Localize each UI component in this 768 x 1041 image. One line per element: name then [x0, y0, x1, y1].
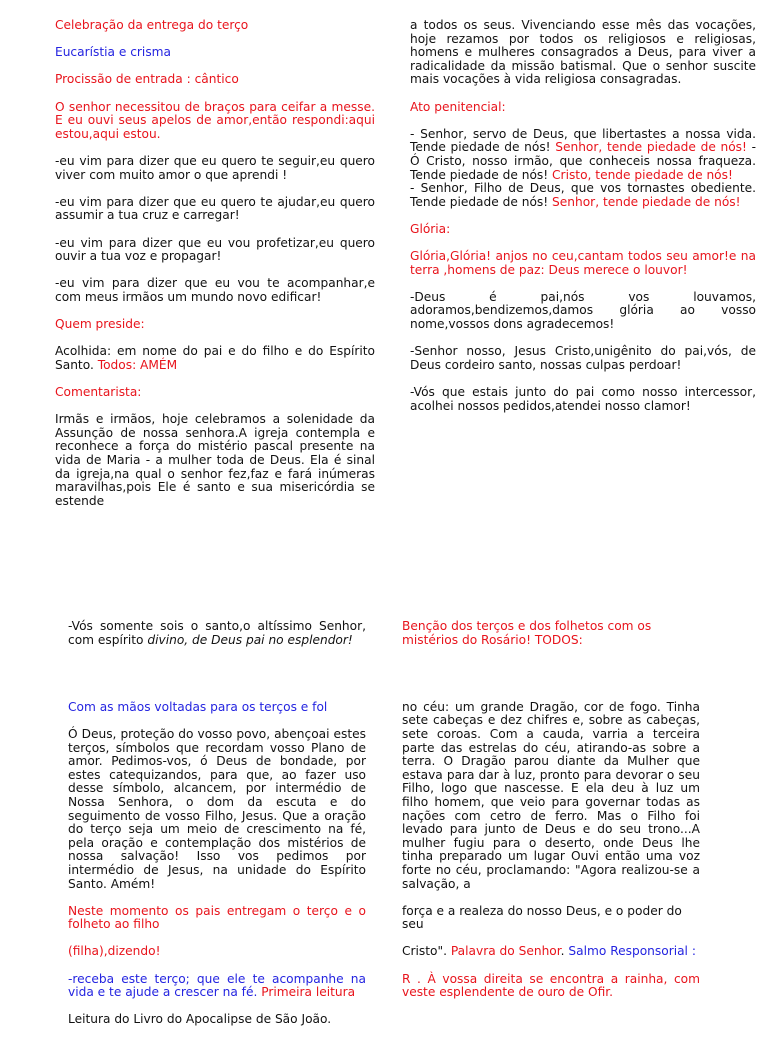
presider-heading: Quem preside:: [55, 317, 145, 332]
commentary-text: Irmãs e irmãos, hoje celebramos a solenidade da Assunção de nossa senhora.A igreja contempla e reconhece a força do mistério pascal presente na vida de Maria - a mulher toda de Deus. Ela é sinal da igreja,na qual o senhor fez,faz e fará inúmeras maravilhas,pois Ele é santo e sua misericórdia se estende: [55, 412, 375, 508]
penitential-invocation-1: - Senhor, servo de Deus, que libertastes a nossa vida. Tende piedade de nós!: [410, 126, 756, 155]
psalm-label: Salmo Responsorial :: [568, 944, 696, 959]
chant-verse-1: -eu vim para dizer que eu quero te seguir,eu quero viver com muito amor o que aprendi !: [55, 153, 375, 182]
parents-instruction-cont: (filha),dizendo!: [68, 944, 161, 959]
gloria-final-verse: [68, 620, 366, 647]
receive-paragraph: [68, 973, 366, 1000]
page1-left-column: [55, 19, 375, 522]
chant-verse-2: -eu vim para dizer que eu quero te ajudar,eu quero assumir a tua cruz e carregar!: [55, 194, 375, 223]
reading-title: Leitura do Livro do Apocalipse de São João.: [68, 1012, 332, 1027]
gloria-verse-2: -Senhor nosso, Jesus Cristo,unigênito do pai,vós, de Deus cordeiro santo, nossas culpas perdoar!: [410, 344, 756, 372]
reading-end-paragraph: Cristo". Palavra do Senhor. Salmo Responsorial :: [402, 944, 696, 959]
gloria-verse-1: -Deus é pai,nós vos louvamos, adoramos,bendizemos,damos glória ao vosso nome,vossos dons agradecemos!: [410, 289, 756, 332]
spacer: [68, 661, 366, 701]
penitential-litany: [410, 128, 756, 210]
parents-instruction: Neste momento os pais entregam o terço e o folheto ao filho: [68, 903, 366, 932]
receive-words: -receba este terço; que ele te acompanhe na vida e te ajude a crescer na fé.: [68, 971, 366, 1000]
entrance-chant: O senhor necessitou de braços para ceifar a messe. E eu ouvi seus apelos de amor,então respondi:aqui estou,aqui estou.: [55, 99, 375, 141]
penitential-response-2: Cristo, tende piedade de nós!: [552, 167, 733, 182]
page1-right-column: [410, 19, 756, 427]
greeting-paragraph: [55, 345, 375, 372]
blessing-heading: Benção dos terços e dos folhetos com os mistérios do Rosário! TODOS:: [402, 619, 652, 647]
page2-left-column: [68, 620, 366, 1041]
doc-title: Celebração da entrega do terço: [55, 18, 249, 32]
penitential-invocation-2: - Ó Cristo, nosso irmão, que conheceis nossa fraqueza. Tende piedade de nós!: [410, 140, 756, 182]
psalm-response: R . À vossa direita se encontra a rainha, com veste esplendente de ouro de Ofir.: [402, 971, 700, 1000]
word-of-lord: Palavra do Senhor: [450, 944, 561, 959]
first-reading-label: Primeira leitura: [261, 985, 356, 1000]
doc-subtitle: Eucarístia e crisma: [55, 45, 172, 60]
commentary-continuation: a todos os seus. Vivenciando esse mês das vocações, hoje rezamos por todos os religiosos e religiosas, homens e mulheres consagrados a Deus, para viver a radicalidade da missão batismal. Que o senhor suscite mais vocações à vida religiosa consagradas.: [410, 18, 756, 87]
chant-verse-4: -eu vim para dizer que eu vou te acompanhar,e com meus irmãos um mundo novo edificar!: [55, 276, 375, 304]
penitential-heading: Ato penitencial:: [410, 99, 506, 114]
gloria-refrain: Glória,Glória! anjos no ceu,cantam todos seu amor!e na terra ,homens de paz: Deus merece o louvor!: [410, 249, 756, 277]
greeting-text: Acolhida: em nome do pai e do filho e do Espírito Santo.: [55, 344, 375, 372]
reading-text: no céu: um grande Dragão, cor de fogo. Tinha sete cabeças e dez chifres e, sobre as cabeças, sete coroas. Com a cauda, varria a terceira parte das estrelas do céu, atirando-as sobre a terra. O Dragão parou diante da Mulher que estava para dar à luz, pronto para devorar o seu Filho, logo que nascesse. E ela deu à luz um filho homem, que veio para governar todas as nações com cetro de ferro. Mas o Filho foi levado para junto de Deus e do seu trono...A mulher fugiu para o deserto, onde Deus lhe tinha preparado um lugar Ouvi então uma voz forte no céu, proclamando: "Agora realizou-se a salvação, a: [402, 699, 700, 891]
gloria-heading: Glória:: [410, 221, 451, 236]
entrance-heading: Procissão de entrada : cântico: [55, 72, 239, 87]
commentator-heading: Comentarista:: [55, 385, 142, 400]
penitential-response-1: Senhor, tende piedade de nós!: [555, 140, 747, 155]
blessing-prayer: Ó Deus, proteção do vosso povo, abençoai estes terços, símbolos que recordam vosso Plano de amor. Pedimos-vos, ó Deus de bondade, por estes catequizandos, para que, ao fazer uso desse símbolo, alcancem, por intermédio de Nossa Senhora, o dom da escuta e do seguimento de vosso Filho, Jesus. Que a oração do terço seja um meio de crescimento na fé, pela oração e contemplação dos mistérios de nossa salvação! Isso vos pedimos por intermédio de Jesus, na unidade do Espírito Santo. Amém!: [68, 726, 366, 891]
greeting-response: Todos: AMÉM: [97, 357, 178, 372]
reading-end: Cristo".: [402, 944, 451, 959]
gloria-final-italic: divino, de Deus pai no esplendor!: [147, 632, 353, 647]
gloria-verse-3: -Vós que estais junto do pai como nosso intercessor, acolhei nossos pedidos,atendei nosso clamor!: [410, 385, 756, 413]
penitential-invocation-3: - Senhor, Filho de Deus, que vos tornastes obediente. Tende piedade de nós!: [410, 181, 756, 209]
penitential-response-3: Senhor, tende piedade de nós!: [552, 194, 741, 209]
reading-continuation: força e a realeza do nosso Deus, e o poder do seu: [402, 903, 682, 932]
page2-right-column: [402, 620, 700, 1013]
chant-verse-3: -eu vim para dizer que eu vou profetizar,eu quero ouvir a tua voz e propagar!: [55, 235, 375, 264]
hands-instruction: Com as mãos voltadas para os terços e fol: [68, 699, 328, 714]
spacer: [402, 661, 700, 701]
gloria-final-text: -Vós somente sois o santo,o altíssimo Senhor, com espírito: [68, 619, 366, 647]
